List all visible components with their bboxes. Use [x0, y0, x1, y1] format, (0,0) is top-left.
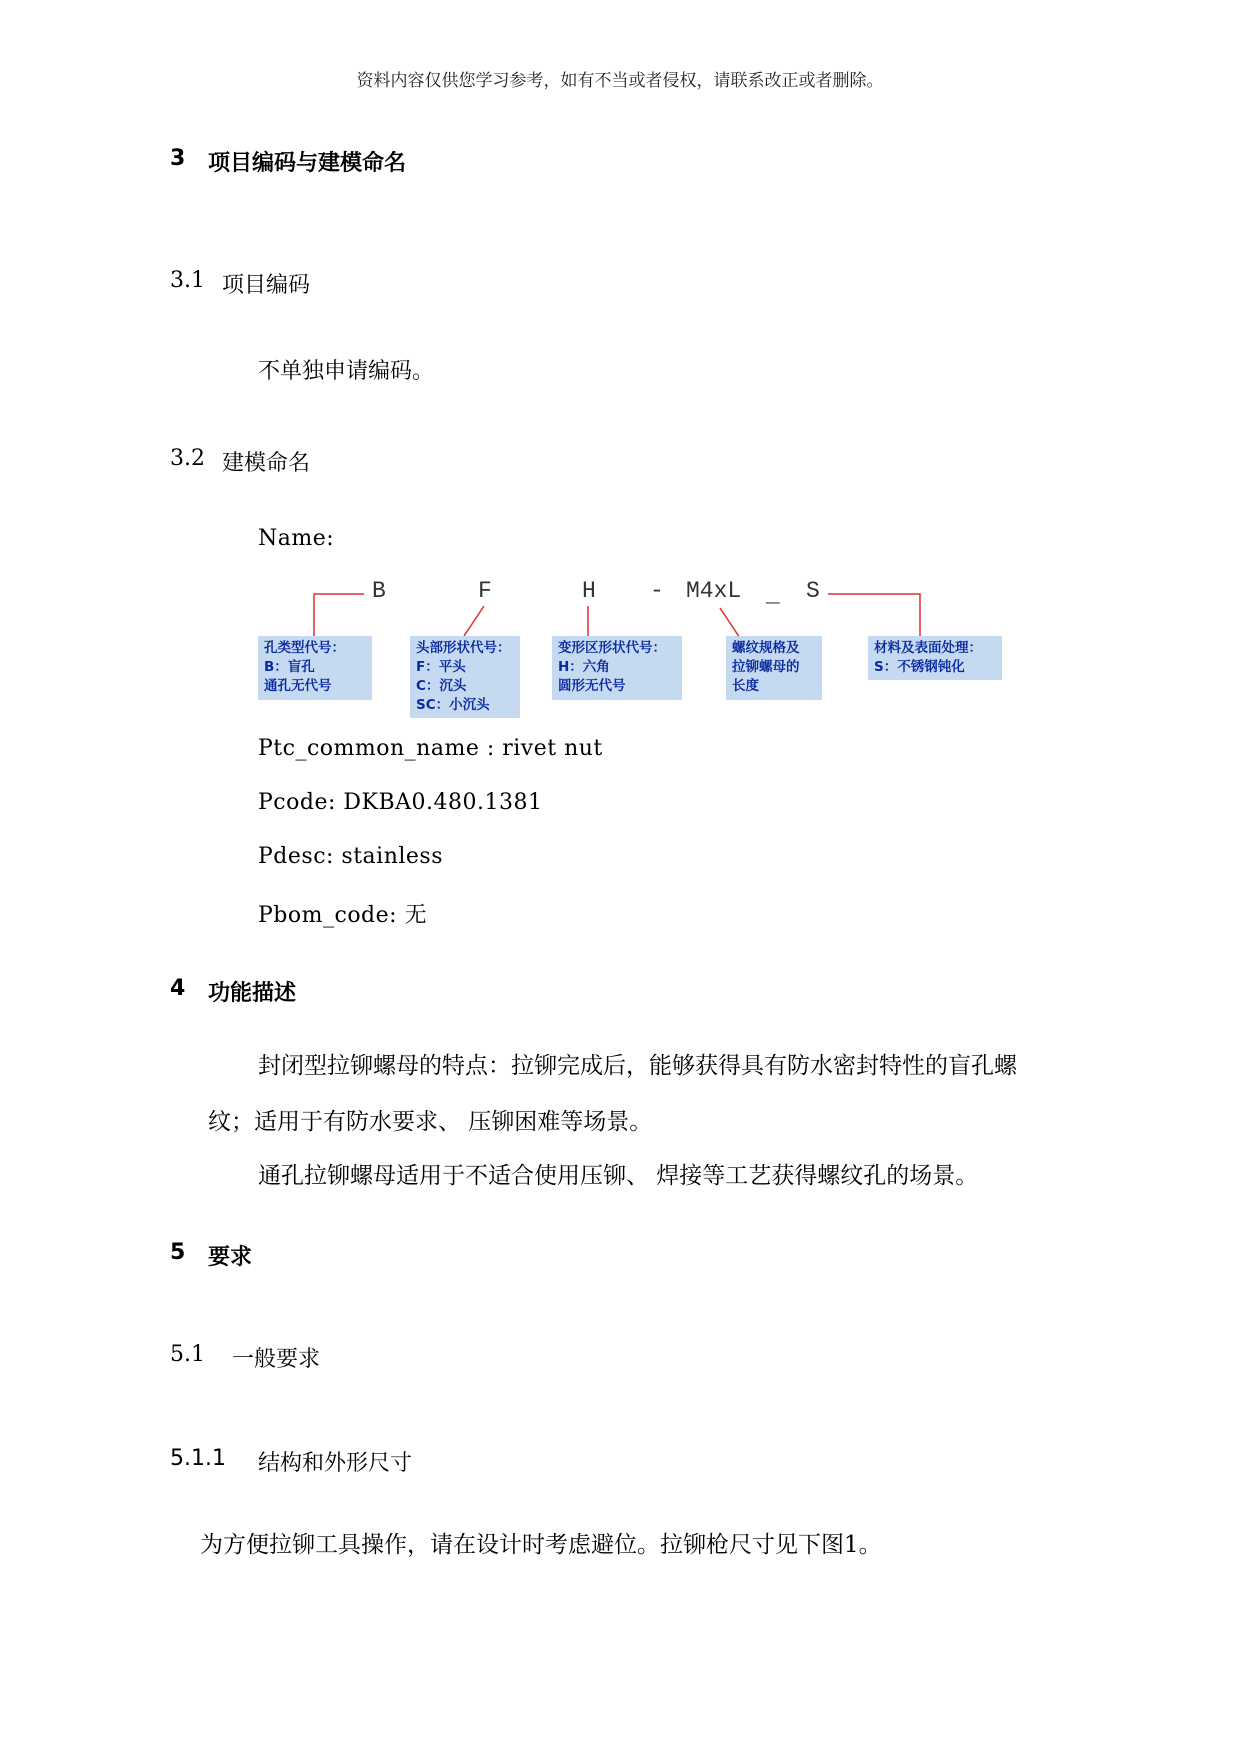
box-hole-type-line: 孔类型代号： [264, 640, 345, 656]
box-thread-spec-line: 长度 [732, 678, 759, 694]
name-label: Name: [258, 526, 335, 551]
section-3-1-text: 不单独申请编码。 [258, 359, 435, 384]
section-5-number: 5 [170, 1240, 186, 1265]
box-head-type-line: 头部形状代号： [416, 640, 511, 656]
code-underscore: _ [766, 582, 780, 608]
section-3-1-number: 3.1 [170, 268, 205, 293]
section-5-1-1-title: 结构和外形尺寸 [258, 1451, 413, 1476]
box-head-type-line: SC：小沉头 [416, 697, 490, 713]
code-dash: - [650, 578, 664, 604]
section-3-title: 项目编码与建模命名 [208, 151, 407, 176]
code-letter-b: B [372, 578, 386, 604]
section-4-number: 4 [170, 976, 186, 1001]
pcode: Pcode: DKBA0.480.1381 [258, 790, 543, 815]
leader-line-f [464, 606, 484, 636]
section-4-title: 功能描述 [208, 981, 297, 1006]
leader-line-m [720, 608, 740, 638]
box-hole-type-line: B：盲孔 [264, 659, 315, 675]
code-letter-s: S [806, 578, 820, 604]
section-5-title: 要求 [208, 1245, 253, 1270]
box-material-line: S：不锈钢钝化 [874, 659, 965, 675]
box-head-type-line: C：沉头 [416, 678, 467, 694]
section-3-number: 3 [170, 146, 186, 171]
section-3-1-title: 项目编码 [222, 273, 311, 298]
box-deform-type-line: 圆形无代号 [558, 678, 626, 694]
code-thread-spec: M4xL [686, 578, 742, 604]
section-4-paragraph-1-line-2: 纹；适用于有防水要求、 压铆困难等场景。 [208, 1109, 653, 1135]
box-deform-type-line: 变形区形状代号： [558, 640, 666, 656]
code-letter-f: F [478, 578, 492, 604]
box-deform-type-line: H：六角 [558, 659, 610, 675]
box-hole-type-line: 通孔无代号 [264, 678, 332, 694]
box-thread-spec-line: 螺纹规格及 [732, 640, 800, 656]
leader-lines [0, 0, 1240, 720]
box-head-type [410, 636, 520, 718]
pbom-code: Pbom_code: 无 [258, 903, 428, 928]
watermark-text: 资料内容仅供您学习参考，如有不当或者侵权，请联系改正或者删除。 [356, 71, 884, 91]
box-hole-type [258, 636, 372, 700]
box-material [868, 636, 1002, 680]
box-thread-spec [726, 636, 822, 700]
section-5-1-1-number: 5.1.1 [170, 1446, 226, 1471]
leader-line-s [828, 594, 920, 636]
section-5-1-1-text: 为方便拉铆工具操作，请在设计时考虑避位。拉铆枪尺寸见下图1。 [200, 1532, 882, 1558]
box-head-type-line: F：平头 [416, 659, 466, 675]
box-deform-type [552, 636, 682, 700]
section-4-paragraph-2: 通孔拉铆螺母适用于不适合使用压铆、 焊接等工艺获得螺纹孔的场景。 [258, 1163, 979, 1189]
pdesc: Pdesc: stainless [258, 844, 444, 869]
leader-line-b [314, 594, 364, 636]
section-4-paragraph-1-line-1: 封闭型拉铆螺母的特点：拉铆完成后，能够获得具有防水密封特性的盲孔螺 [258, 1053, 1017, 1079]
box-thread-spec-line: 拉铆螺母的 [732, 659, 800, 675]
section-3-2-number: 3.2 [170, 446, 205, 471]
code-letter-h: H [582, 578, 596, 604]
section-5-1-title: 一般要求 [232, 1347, 321, 1372]
ptc-common-name: Ptc_common_name : rivet nut [258, 736, 603, 761]
box-material-line: 材料及表面处理： [874, 640, 982, 656]
section-5-1-number: 5.1 [170, 1342, 205, 1367]
section-3-2-title: 建模命名 [222, 451, 311, 476]
